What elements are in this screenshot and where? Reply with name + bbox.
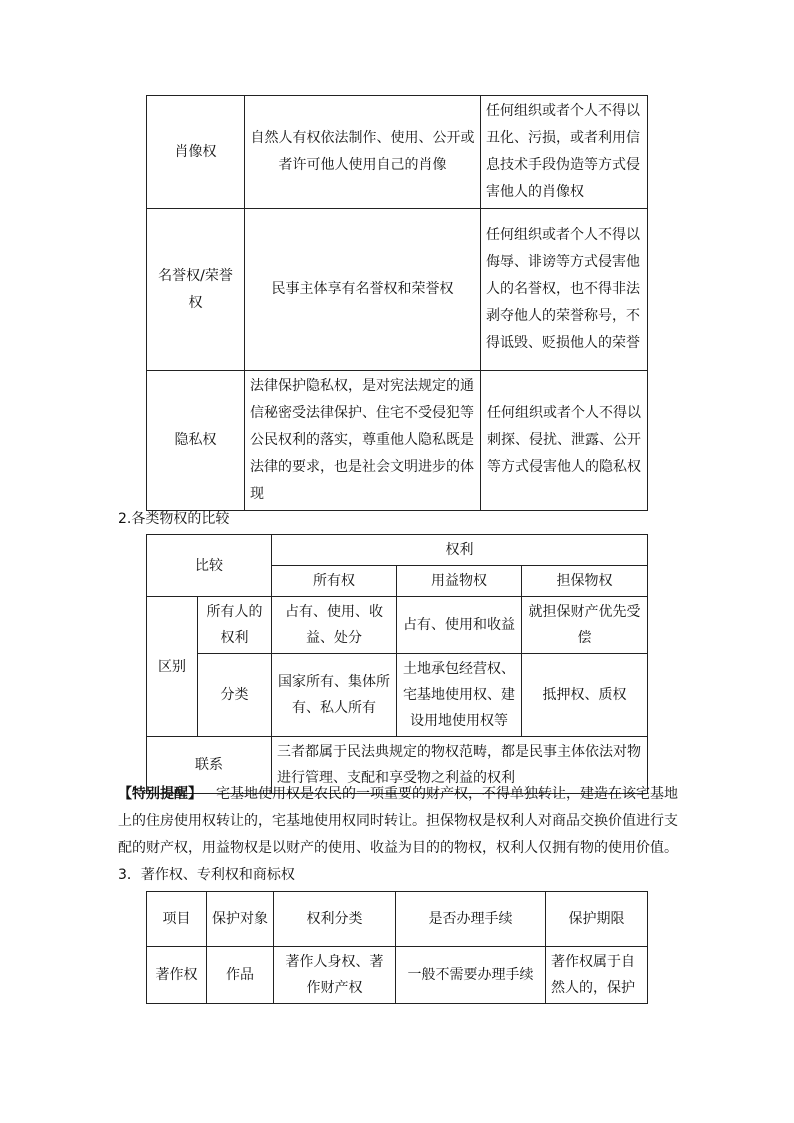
header-procedure: 是否办理手续: [396, 892, 546, 947]
tip-line-2: 上的住房使用权转让的，宅基地使用权同时转让。担保物权是权利人对商品交换价值进行支: [118, 813, 678, 829]
table-cell: 作品: [207, 947, 274, 1004]
table-row: [147, 96, 648, 209]
right-prohibition: 任何组织或者个人不得以刺探、侵扰、泄露、公开等方式侵害他人的隐私权: [481, 371, 648, 511]
table-cell: 抵押权、质权: [522, 654, 648, 737]
header-right-category: 权利分类: [274, 892, 396, 947]
category-label: 分类: [198, 654, 272, 737]
tip-line-1: [118, 783, 678, 803]
table-cell: 著作人身权、著作财产权: [274, 947, 396, 1004]
right-name: 名誉权/荣誉权: [147, 209, 245, 371]
table-row: [147, 371, 648, 511]
tip-label: 【特别提醒】: [118, 786, 202, 802]
right-prohibition: 任何组织或者个人不得以丑化、污损，或者利用信息技术手段伪造等方式侵害他人的肖像权: [481, 96, 648, 209]
ip-rights-table: [146, 891, 648, 1004]
table-row: [147, 947, 648, 1004]
section-3-title: 3．著作权、专利权和商标权: [118, 867, 295, 883]
table-cell: 国家所有、集体所有、私人所有: [272, 654, 397, 737]
table-row: [147, 892, 648, 947]
tip-line-3: 配的财产权，用益物权是以财产的使用、收益为目的的物权，权利人仅拥有物的使用价值。: [118, 840, 678, 856]
difference-label: 区别: [147, 597, 198, 737]
right-name: 肖像权: [147, 96, 245, 209]
personality-rights-table: [146, 95, 648, 511]
compare-header: 比较: [147, 535, 272, 597]
table-cell: 就担保财产优先受偿: [522, 597, 648, 654]
usufruct-header: 用益物权: [397, 566, 522, 597]
tip-text-1: 宅基地使用权是农民的一项重要的财产权，不得单独转让，建造在该宅基地: [216, 786, 678, 802]
ownership-header: 所有权: [272, 566, 397, 597]
connection-label: 联系: [147, 737, 272, 794]
security-header: 担保物权: [522, 566, 648, 597]
table-row: [147, 597, 648, 654]
table-row: [147, 209, 648, 371]
right-content: 民事主体享有名誉权和荣誉权: [245, 209, 481, 371]
table-cell: 占有、使用和收益: [397, 597, 522, 654]
right-name: 隐私权: [147, 371, 245, 511]
table-cell: 著作权属于自然人的，保护: [546, 947, 648, 1004]
owner-rights-label: 所有人的权利: [198, 597, 272, 654]
table-cell: 一般不需要办理手续: [396, 947, 546, 1004]
right-prohibition: 任何组织或者个人不得以侮辱、诽谤等方式侵害他人的名誉权，也不得非法剥夺他人的荣誉称号，不得诋毁、贬损他人的荣誉: [481, 209, 648, 371]
table-cell: 土地承包经营权、宅基地使用权、建设用地使用权等: [397, 654, 522, 737]
connection-text: 三者都属于民法典规定的物权范畴，都是民事主体依法对物进行管理、支配和享受物之利益的权利: [272, 737, 648, 794]
right-content: 自然人有权依法制作、使用、公开或者许可他人使用自己的肖像: [245, 96, 481, 209]
right-content: 法律保护隐私权，是对宪法规定的通信秘密受法律保护、住宅不受侵犯等公民权利的落实，尊重他人隐私既是法律的要求，也是社会文明进步的体现: [245, 371, 481, 511]
rights-header: 权利: [272, 535, 648, 566]
section-2-title: 2.各类物权的比较: [118, 511, 230, 527]
table-row: [147, 654, 648, 737]
header-protection-period: 保护期限: [546, 892, 648, 947]
table-cell: 占有、使用、收益、处分: [272, 597, 397, 654]
table-cell: 著作权: [147, 947, 207, 1004]
property-rights-table: [146, 534, 648, 794]
header-project: 项目: [147, 892, 207, 947]
header-protected-object: 保护对象: [207, 892, 274, 947]
